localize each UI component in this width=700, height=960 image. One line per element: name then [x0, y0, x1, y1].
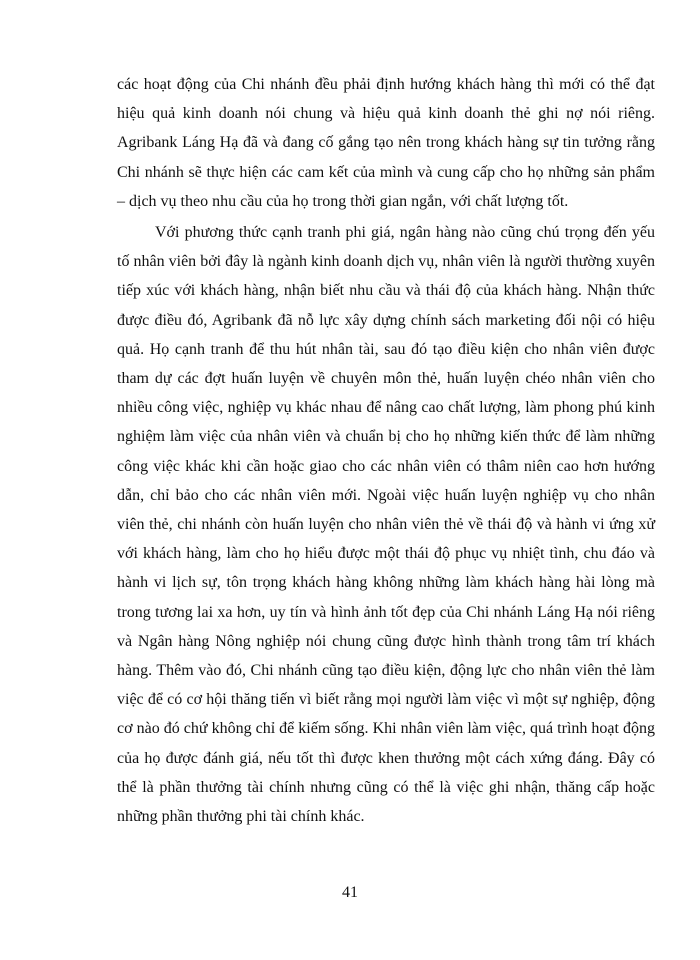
page-number: 41 [342, 884, 358, 901]
paragraph-2: Với phương thức cạnh tranh phi giá, ngân hàng nào cũng chú trọng đến yếu tố nhân viên bởi đây là ngành kinh doanh dịch vụ, nhân viên là người thường xuyên tiếp xúc với khách hàng, nhận biết nhu cầu và thái độ của khách hàng. Nhận thức được điều đó, Agribank đã nỗ lực xây dựng chính sách marketing đối nội có hiệu quả. Họ cạnh tranh để thu hút nhân tài, sau đó tạo điều kiện cho nhân viên được tham dự các đợt huấn luyện về chuyên môn thẻ, huấn luyện chéo nhân viên cho nhiều công việc, nghiệp vụ khác nhau để nâng cao chất lượng, làm phong phú kinh nghiệm làm việc của nhân viên và chuẩn bị cho họ những kiến thức để làm những công việc khác khi cần hoặc giao cho các nhân viên có thâm niên cao hơn hướng dẫn, chỉ bảo cho các nhân viên mới. Ngoài việc huấn luyện nghiệp vụ cho nhân viên thẻ, chi nhánh còn huấn luyện cho nhân viên thẻ về thái độ và hành vi ứng xử với khách hàng, làm cho họ hiểu được một thái độ phục vụ nhiệt tình, chu đáo và hành vi lịch sự, tôn trọng khách hàng không những làm khách hàng hài lòng mà trong tương lai xa hơn, uy tín và hình ảnh tốt đẹp của Chi nhánh Láng Hạ nói riêng và Ngân hàng Nông nghiệp nói chung cũng được hình thành trong tâm trí khách hàng. Thêm vào đó, Chi nhánh cũng tạo điều kiện, động lực cho nhân viên thẻ làm việc để có cơ hội thăng tiến vì biết rằng mọi người làm việc vì một sự nghiệp, động cơ nào đó chứ không chỉ để kiếm sống. Khi nhân viên làm việc, quá trình hoạt động của họ được đánh giá, nếu tốt thì được khen thưởng một cách xứng đáng. Đây có thể là phần thưởng tài chính nhưng cũng có thể là việc ghi nhận, thăng cấp hoặc những phần thưởng phi tài chính khác. [117, 224, 655, 826]
paragraph-1: các hoạt động của Chi nhánh đều phải định hướng khách hàng thì mới có thể đạt hiệu quả kinh doanh nói chung và hiệu quả kinh doanh thẻ ghi nợ nói riêng. Agribank Láng Hạ đã và đang cố gắng tạo nên trong khách hàng sự tin tưởng rằng Chi nhánh sẽ thực hiện các cam kết của mình và cung cấp cho họ những sản phẩm – dịch vụ theo nhu cầu của họ trong thời gian ngắn, với chất lượng tốt. [117, 76, 655, 210]
document-body [117, 70, 655, 831]
